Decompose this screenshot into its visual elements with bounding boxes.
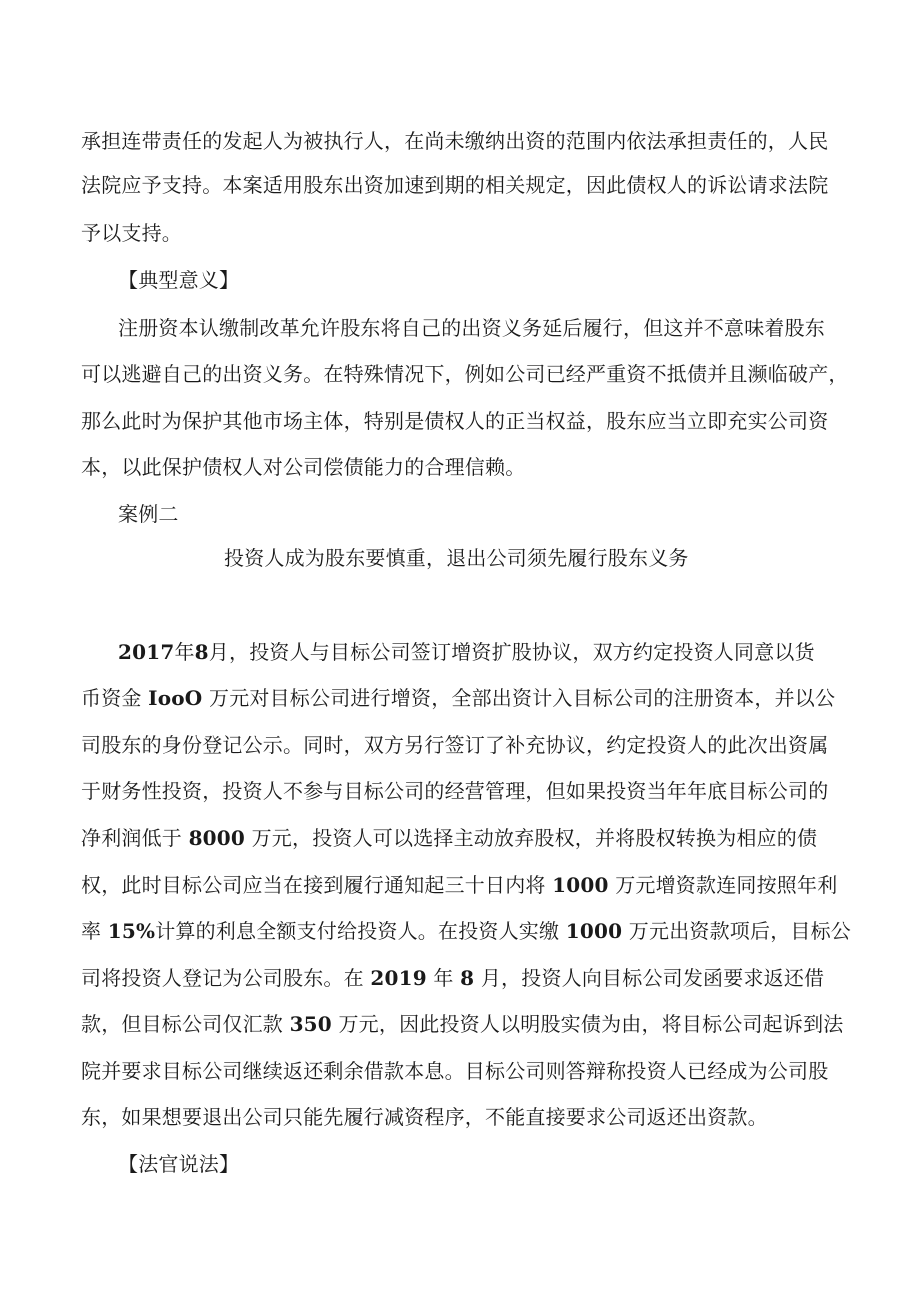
text-run: 万元出资款项后，目标公 [622, 919, 851, 943]
text-run: 东，如果想要退出公司只能先履行减资程序，不能直接要求公司返还出资款。 [81, 1105, 768, 1129]
bold-figure: IooO [148, 686, 203, 710]
case-paragraph-line [81, 1012, 843, 1036]
text-run: 于财务性投资，投资人不参与目标公司的经营管理，但如果投资当年年底目标公司的 [81, 779, 829, 803]
text-run: 万元，投资人可以选择主动放弃股权，并将股权转换为相应的债 [245, 826, 818, 850]
bold-figure: 15% [107, 919, 156, 943]
bold-figure: 8 [460, 966, 475, 990]
bold-figure: 1000 [552, 873, 609, 897]
case-paragraph-line [81, 826, 817, 850]
case-title: 投资人成为股东要慎重，退出公司须先履行股东义务 [224, 546, 689, 570]
text-run: 净利润低于 [81, 826, 189, 850]
paragraph-line: 那么此时为保护其他市场主体，特别是债权人的正当权益，股东应当立即充实公司资 [81, 409, 829, 433]
case-paragraph-line [81, 733, 828, 757]
paragraph-line: 法院应予支持。本案适用股东出资加速到期的相关规定，因此债权人的诉讼请求法院 [81, 173, 829, 197]
case-label: 案例二 [118, 502, 179, 526]
text-run: 年 [426, 966, 461, 990]
paragraph-line: 予以支持。 [81, 221, 182, 245]
case-paragraph-line [81, 1059, 828, 1083]
bold-figure: 350 [289, 1012, 332, 1036]
paragraph-line: 可以逃避自己的出资义务。在特殊情况下，例如公司已经严重资不抵债并且濒临破产， [81, 362, 849, 386]
bold-figure: 1000 [565, 919, 623, 943]
case-paragraph-line [81, 873, 837, 897]
case-paragraph-line [81, 779, 828, 803]
text-run: 计算的利息全额支付给投资人。在投资人实缴 [155, 919, 566, 943]
text-run: 司将投资人登记为公司股东。在 [81, 966, 371, 990]
text-run: 币资金 [81, 686, 149, 710]
paragraph-line: 承担连带责任的发起人为被执行人，在尚未缴纳出资的范围内依法承担责任的，人民 [81, 129, 829, 153]
section-heading-significance: 【典型意义】 [118, 268, 240, 292]
text-run: 款，但目标公司仅汇款 [81, 1012, 290, 1036]
paragraph-line: 注册资本认缴制改革允许股东将自己的出资义务延后履行，但这并不意味着股东 [118, 316, 825, 340]
text-run: 万元对目标公司进行增资，全部出资计入目标公司的注册资本，并以公 [202, 686, 836, 710]
text-run: 月，投资人与目标公司签订增资扩股协议，双方约定投资人同意以货 [208, 640, 815, 664]
text-run: 万元增资款连同按照年利 [608, 873, 838, 897]
case-paragraph-line [81, 919, 851, 943]
case-paragraph-line [81, 686, 835, 710]
case-paragraph-line [81, 966, 824, 990]
section-heading-judge: 【法官说法】 [118, 1152, 240, 1176]
text-run: 率 [81, 919, 108, 943]
bold-figure: 8 [194, 640, 209, 664]
bold-figure: 8000 [188, 826, 246, 850]
bold-figure: 2017 [118, 640, 175, 664]
text-run: 权，此时目标公司应当在接到履行通知起三十日内将 [81, 873, 553, 897]
text-run: 月，投资人向目标公司发函要求返还借 [474, 966, 825, 990]
text-run: 万元，因此投资人以明股实债为由，将目标公司起诉到法 [331, 1012, 844, 1036]
case-paragraph-line [118, 640, 815, 664]
text-run: 年 [174, 640, 195, 664]
paragraph-line: 本，以此保护债权人对公司偿债能力的合理信赖。 [81, 455, 526, 479]
bold-figure: 2019 [370, 966, 427, 990]
case-paragraph-line [81, 1105, 768, 1129]
text-run: 院并要求目标公司继续返还剩余借款本息。目标公司则答辩称投资人已经成为公司股 [81, 1059, 829, 1083]
text-run: 司股东的身份登记公示。同时，双方另行签订了补充协议，约定投资人的此次出资属 [81, 733, 829, 757]
